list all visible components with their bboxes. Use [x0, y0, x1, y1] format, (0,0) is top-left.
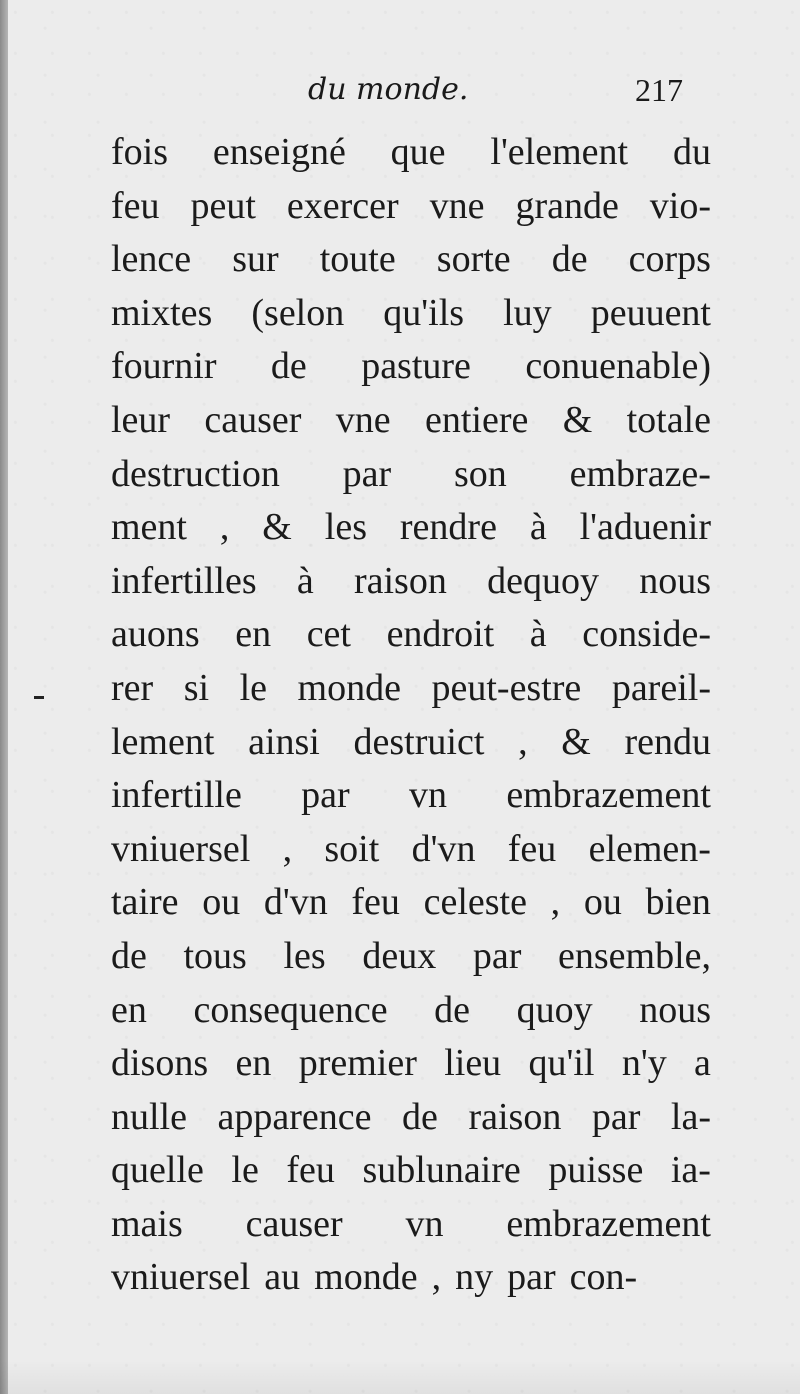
text-word: de	[402, 1095, 438, 1138]
text-word: monde	[297, 666, 401, 709]
text-word: consequence	[193, 988, 388, 1031]
book-page	[8, 0, 800, 1394]
text-word: ,	[550, 881, 561, 924]
text-word: en	[235, 613, 272, 656]
text-word: &	[562, 398, 593, 441]
text-word: taire	[111, 881, 179, 924]
text-word: l'element	[490, 131, 629, 173]
text-line	[111, 233, 711, 287]
text-word: totale	[626, 398, 711, 441]
text-word: le	[231, 1149, 259, 1192]
text-line	[111, 823, 711, 877]
text-word: feu	[111, 184, 160, 227]
text-word: ia-	[670, 1149, 711, 1192]
text-word: l'aduenir	[579, 506, 711, 549]
text-word: vne	[335, 398, 391, 441]
text-word: ny	[455, 1256, 494, 1299]
text-word: conside-	[582, 613, 711, 656]
text-word: fournir	[111, 345, 217, 388]
text-word: rer	[111, 666, 154, 709]
text-word: elemen-	[588, 827, 711, 870]
text-word: au	[264, 1256, 301, 1299]
text-word: pareil-	[611, 666, 711, 709]
text-line	[111, 448, 711, 502]
text-word: du	[672, 131, 711, 173]
text-word: rendre	[399, 506, 497, 549]
text-word: nulle	[111, 1095, 187, 1138]
text-word: leur	[111, 398, 171, 441]
text-word: mixtes	[111, 291, 213, 334]
text-word: destruction	[111, 452, 280, 495]
text-word: à	[296, 559, 314, 602]
text-word: d'vn	[411, 827, 476, 870]
text-word: en	[235, 1042, 272, 1085]
text-word: infertilles	[111, 559, 257, 602]
text-word: rendu	[624, 720, 711, 763]
text-word: de	[270, 345, 307, 388]
text-word: embraze-	[569, 452, 711, 495]
text-word: le	[239, 666, 268, 709]
page-bottom-shadow	[0, 1360, 800, 1394]
text-word: par	[591, 1095, 641, 1138]
text-word: dequoy	[487, 559, 599, 602]
text-line	[111, 1251, 711, 1305]
text-word: par	[342, 452, 392, 495]
text-word: en	[111, 988, 147, 1031]
text-word: embrazement	[506, 1202, 711, 1245]
text-word: causer	[204, 398, 302, 441]
text-word: ,	[219, 506, 230, 549]
page-gutter-edge	[0, 0, 8, 1394]
text-line	[111, 930, 711, 984]
text-word: quelle	[111, 1149, 204, 1192]
text-word: par	[472, 934, 522, 977]
text-word: sorte	[436, 238, 511, 281]
text-word: (selon	[251, 291, 345, 334]
text-word: nous	[639, 988, 711, 1031]
text-word: apparence	[217, 1095, 372, 1138]
text-line	[111, 180, 711, 234]
text-word: qu'il	[528, 1042, 595, 1085]
text-word: luy	[503, 291, 552, 334]
text-word: pasture	[361, 345, 471, 388]
text-word: sublunaire	[362, 1149, 521, 1192]
text-word: soit	[324, 827, 380, 870]
text-line	[111, 340, 711, 394]
text-word: de	[551, 238, 588, 281]
text-word: ensemble,	[557, 934, 711, 977]
text-word: par	[507, 1256, 556, 1299]
text-word: bien	[645, 881, 711, 924]
text-line	[111, 608, 711, 662]
text-line	[111, 984, 711, 1038]
text-word: à	[529, 506, 547, 549]
text-word: peuuent	[590, 291, 711, 334]
text-word: lieu	[444, 1042, 502, 1085]
text-word: destruict	[353, 720, 485, 763]
text-word: les	[283, 934, 326, 977]
text-word: vne	[429, 184, 485, 227]
text-line	[111, 662, 711, 716]
text-word: feu	[507, 827, 557, 870]
text-line	[111, 1091, 711, 1145]
text-word: quoy	[516, 988, 593, 1031]
text-word: de	[434, 988, 471, 1031]
text-line	[111, 876, 711, 930]
text-word: n'y	[621, 1042, 667, 1085]
text-word: entiere	[424, 398, 529, 441]
text-word: grande	[515, 184, 619, 227]
text-word: con-	[569, 1256, 638, 1299]
text-word: si	[183, 666, 210, 709]
text-word: vniuersel	[111, 1256, 251, 1299]
text-line	[111, 769, 711, 823]
text-word: ,	[282, 827, 293, 870]
text-word: corps	[628, 238, 711, 281]
text-word: endroit	[386, 613, 495, 656]
text-word: deux	[362, 934, 437, 977]
text-word: infertille	[111, 774, 242, 817]
text-word: tous	[183, 934, 247, 977]
text-word: causer	[245, 1202, 343, 1245]
body-text	[111, 126, 711, 1305]
text-word: feu	[351, 881, 400, 924]
text-word: peut	[190, 184, 256, 227]
text-word: puisse	[548, 1149, 644, 1192]
text-word: celeste	[423, 881, 527, 924]
text-word: lement	[111, 720, 215, 763]
text-word: peut-estre	[431, 666, 582, 709]
text-word: &	[262, 506, 292, 549]
text-word: ,	[431, 1256, 442, 1299]
text-word: la-	[670, 1095, 711, 1138]
text-line	[111, 716, 711, 770]
text-line	[111, 394, 711, 448]
text-word: qu'ils	[383, 291, 465, 334]
text-word: auons	[111, 613, 200, 656]
text-word: exercer	[286, 184, 399, 227]
text-word: &	[561, 720, 591, 763]
text-word: les	[324, 506, 367, 549]
text-word: que	[390, 131, 446, 173]
text-word: par	[301, 774, 350, 817]
text-word: ment	[111, 506, 187, 549]
text-line	[111, 1144, 711, 1198]
text-word: disons	[111, 1042, 209, 1085]
text-word: son	[454, 452, 507, 495]
margin-mark	[34, 696, 44, 699]
text-word: sur	[232, 238, 279, 281]
text-word: raison	[353, 559, 447, 602]
text-word: fois	[111, 131, 168, 173]
text-word: toute	[319, 238, 396, 281]
running-header: du monde.	[308, 72, 469, 107]
text-word: à	[529, 613, 547, 656]
text-line	[111, 1198, 711, 1252]
text-word: vn	[405, 1202, 444, 1245]
text-line	[111, 501, 711, 555]
text-line	[111, 287, 711, 341]
text-word: vio-	[649, 184, 711, 227]
page-number: 217	[635, 72, 683, 108]
text-word: ou	[583, 881, 622, 924]
text-word: conuenable)	[525, 345, 711, 388]
text-word: raison	[468, 1095, 562, 1138]
text-line	[111, 555, 711, 609]
text-word: de	[111, 934, 147, 977]
text-word: ,	[518, 720, 528, 763]
text-line	[111, 126, 711, 180]
text-word: vn	[409, 774, 447, 817]
text-word: vniuersel	[111, 827, 251, 870]
text-word: d'vn	[263, 881, 328, 924]
text-line	[111, 1037, 711, 1091]
text-word: ou	[202, 881, 241, 924]
text-word: nous	[639, 559, 711, 602]
text-word: embrazement	[506, 774, 711, 817]
text-word: feu	[286, 1149, 335, 1192]
text-word: cet	[306, 613, 351, 656]
text-word: lence	[111, 238, 192, 281]
text-word: ainsi	[248, 720, 320, 763]
text-word: a	[694, 1042, 711, 1085]
text-word: enseigné	[212, 131, 346, 173]
text-word: mais	[111, 1202, 183, 1245]
text-word: premier	[298, 1042, 417, 1085]
text-word: monde	[314, 1256, 418, 1299]
